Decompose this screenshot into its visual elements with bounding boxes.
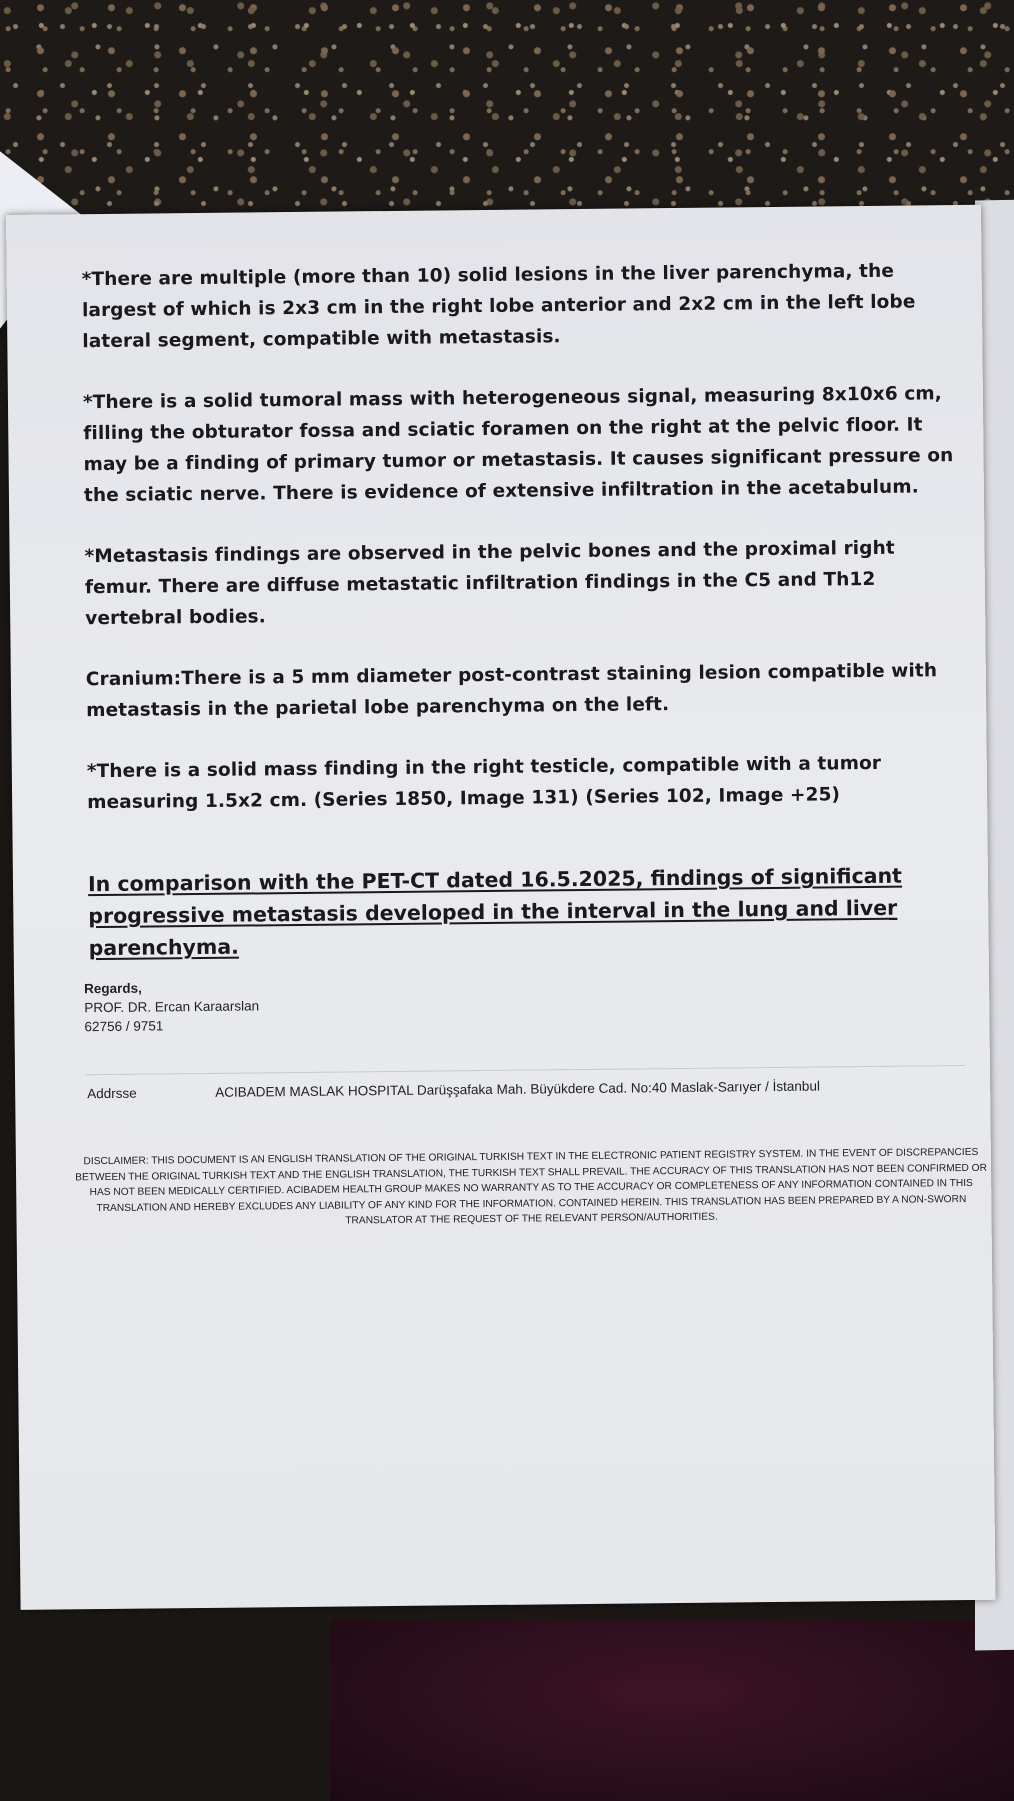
disclaimer bbox=[71, 1145, 992, 1232]
disclaimer-line: BETWEEN THE ORIGINAL TURKISH TEXT AND THE ENGLISH TRANSLATION, THE TURKISH TEXT SHALL PREVAIL. THE ACCURACY OF THIS TRANSLATION HAS NOT BEEN CONFIRMED OR bbox=[75, 1162, 987, 1183]
doctor-number: 62756 / 9751 bbox=[84, 1018, 164, 1035]
finding-cranium: Cranium:There is a 5 mm diameter post-contrast staining lesion compatible with metastasis in the parietal lobe parenchyma on the left. bbox=[85, 660, 938, 722]
finding-pelvic-mass: *There is a solid tumoral mass with heterogeneous signal, measuring 8x10x6 cm, filling the obturator fossa and sciatic foramen on the right at the pelvic floor. It may be a finding of primary tumor or metastasis. It causes significant pressure on the sciatic nerve. There is evidence of extensive infiltration in the acetabulum. bbox=[82, 383, 954, 507]
address-text: ACIBADEM MASLAK HOSPITAL Darüşşafaka Mah. Büyükdere Cad. No:40 Maslak-Sarıyer / İstanbul bbox=[215, 1078, 820, 1100]
signature-block bbox=[84, 975, 485, 1036]
report-page bbox=[6, 205, 996, 1610]
report-body bbox=[82, 255, 969, 964]
finding-bone-metastasis: *Metastasis findings are observed in the pelvic bones and the proximal right femur. There are diffuse metastatic infiltration findings in the C5 and Th12 vertebral bodies. bbox=[84, 537, 895, 630]
fabric-background bbox=[330, 1620, 1014, 1801]
finding-liver: *There are multiple (more than 10) solid lesions in the liver parenchyma, the largest of which is 2x3 cm in the right lobe anterior and 2x2 cm in the left lobe lateral segment, compatible with metastasis. bbox=[81, 260, 916, 353]
footer-divider bbox=[85, 1065, 965, 1075]
regards-text: Regards, bbox=[84, 980, 142, 997]
disclaimer-line: DISCLAIMER: THIS DOCUMENT IS AN ENGLISH TRANSLATION OF THE ORIGINAL TURKISH TEXT IN THE ELECTRONIC PATIENT REGISTRY SYSTEM. IN THE EVENT OF DISCREPANCIES bbox=[83, 1146, 979, 1168]
disclaimer-line: HAS NOT BEEN MEDICALLY CERTIFIED. ACIBADEM HEALTH GROUP MAKES NO WARRANTY AS TO THE ACCURACY OR COMPLETENESS OF ANY INFORMATION CONTAINED IN THIS bbox=[89, 1177, 973, 1199]
disclaimer-line: TRANSLATION AND HEREBY EXCLUDES ANY LIABILITY OF ANY KIND FOR THE INFORMATION. CONTAINED HEREIN. THIS TRANSLATION HAS BEEN PREPARED BY A NON-SWORN bbox=[96, 1193, 967, 1214]
disclaimer-line: TRANSLATOR AT THE REQUEST OF THE RELEVANT PERSON/AUTHORITIES. bbox=[345, 1211, 718, 1227]
report-conclusion: In comparison with the PET-CT dated 16.5.2025, findings of significant progressive metastasis developed in the interval in the lung and liver parenchyma. bbox=[87, 863, 903, 961]
finding-testicle: *There is a solid mass finding in the right testicle, compatible with a tumor measuring 1.5x2 cm. (Series 1850, Image 131) (Series 102, Image +25) bbox=[86, 752, 882, 814]
address-label: Addrsse bbox=[87, 1085, 137, 1102]
address-row bbox=[87, 1077, 967, 1102]
doctor-name: PROF. DR. Ercan Karaarslan bbox=[84, 998, 260, 1016]
